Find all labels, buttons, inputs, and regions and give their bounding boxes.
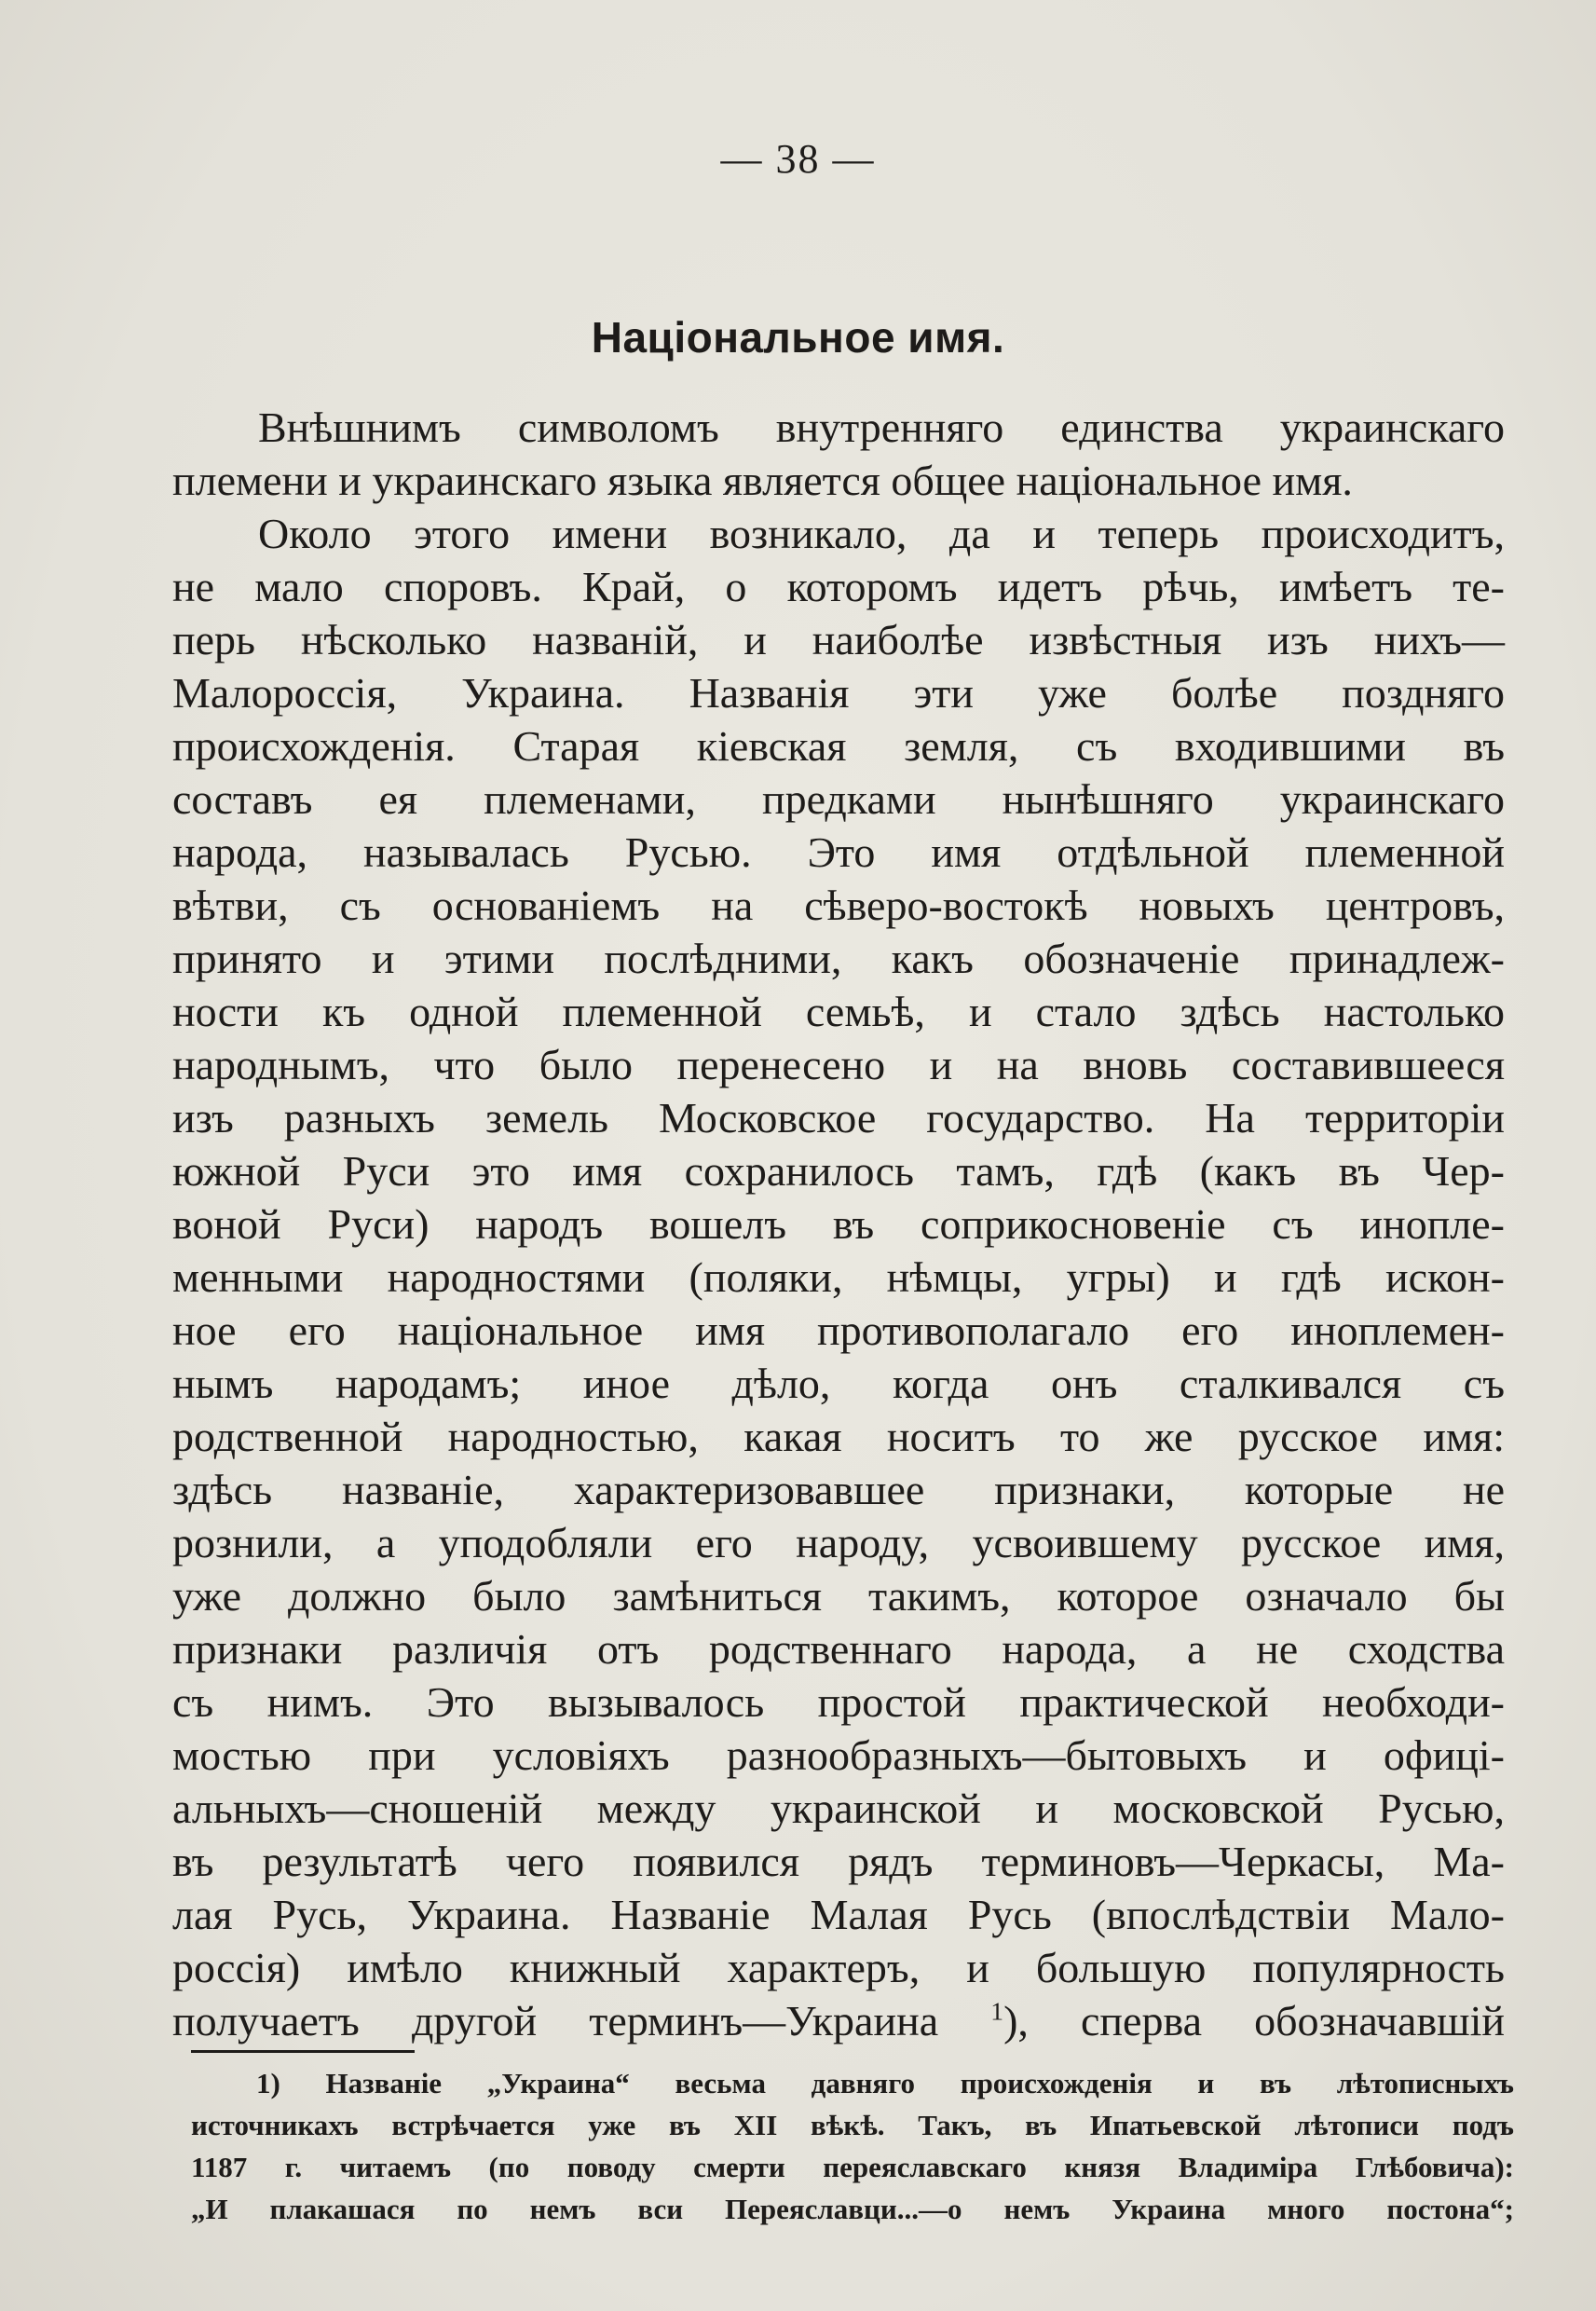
text-line — [172, 1994, 1505, 2047]
text-line: изъ разныхъ земель Московское государство. На территоріи — [172, 1094, 1505, 1142]
text-line: признаки различія отъ родственнаго народа, а не сходства — [172, 1625, 1505, 1673]
text-line: россія) имѣло книжный характеръ, и большую популярность — [172, 1944, 1505, 1991]
footnote-reference: 1 — [990, 1996, 1004, 2026]
page-number: — 38 — — [720, 136, 876, 182]
text-line: не мало споровъ. Край, о которомъ идетъ рѣчь, имѣетъ те- — [172, 563, 1505, 610]
text-line: воной Руси) народъ вошелъ въ соприкосновеніе съ инопле- — [172, 1200, 1505, 1248]
text-fragment: получаетъ другой терминъ—Украина — [172, 1997, 991, 2044]
text-line: Малороссія, Украина. Названія эти уже болѣе поздняго — [172, 669, 1505, 717]
footnote-line — [191, 2062, 1514, 2104]
text-line: съ нимъ. Это вызывалось простой практической необходи- — [172, 1678, 1505, 1726]
text-line: Внѣшнимъ символомъ внутренняго единства украинскаго — [258, 403, 1505, 451]
text-line: перь нѣсколько названій, и наиболѣе извѣстныя изъ нихъ— — [172, 616, 1505, 663]
footnote-line: 1187 г. читаемъ (по поводу смерти переяславскаго князя Владиміра Глѣбовича): — [191, 2151, 1514, 2183]
text-line: народнымъ, что было перенесено и на вновь составившееся — [172, 1041, 1505, 1088]
text-line: вѣтви, съ основаніемъ на сѣверо-востокѣ новыхъ центровъ, — [172, 882, 1505, 929]
text-line: нымъ народамъ; иное дѣло, когда онъ сталкивался съ — [172, 1360, 1505, 1407]
footnote-text: ) Названіе „Украина“ весьма давняго происхожденія и въ лѣтописныхъ — [270, 2067, 1514, 2099]
text-line: Около этого имени возникало, да и теперь происходитъ, — [258, 510, 1505, 557]
section-heading: Національное имя. — [591, 313, 1005, 362]
text-line: менными народностями (поляки, нѣмцы, угры) и гдѣ искон- — [172, 1253, 1505, 1301]
text-line: ное его національное имя противополагало его иноплемен- — [172, 1306, 1505, 1354]
text-line: мостью при условіяхъ разнообразныхъ—бытовыхъ и офиці- — [172, 1731, 1505, 1779]
main-text — [172, 401, 1505, 2047]
text-line: альныхъ—сношеній между украинской и московской Русью, — [172, 1785, 1505, 1832]
text-line: составъ ея племенами, предками нынѣшняго украинскаго — [172, 775, 1505, 823]
text-line: ности къ одной племенной семьѣ, и стало здѣсь настолько — [172, 988, 1505, 1035]
footnote — [191, 2062, 1514, 2230]
text-line: здѣсь названіе, характеризовавшее признаки, которые не — [172, 1466, 1505, 1513]
footnote-line: „И плакашася по немъ вси Переяславци...—о немъ Украина много постона“; — [191, 2193, 1514, 2225]
text-line: племени и украинскаго языка является общее національное имя. — [172, 457, 1353, 504]
text-line: уже должно было замѣниться такимъ, которое означало бы — [172, 1572, 1505, 1620]
text-line: въ результатѣ чего появился рядъ терминовъ—Черкасы, Ма- — [172, 1838, 1505, 1885]
text-line: южной Руси это имя сохранилось тамъ, гдѣ (какъ въ Чер- — [172, 1147, 1505, 1195]
text-line: народа, называлась Русью. Это имя отдѣльной племенной — [172, 828, 1505, 876]
footnote-marker: 1 — [256, 2067, 271, 2099]
text-line: рознили, а уподобляли его народу, усвоившему русское имя, — [172, 1519, 1505, 1566]
footnote-line: источникахъ встрѣчается уже въ XII вѣкѣ. Такъ, въ Ипатьевской лѣтописи подъ — [191, 2109, 1514, 2141]
text-line: лая Русь, Украина. Названіе Малая Русь (впослѣдствіи Мало- — [172, 1891, 1505, 1938]
text-line: родственной народностью, какая носитъ то же русское имя: — [172, 1413, 1505, 1460]
text-line: происхожденія. Старая кіевская земля, съ входившими въ — [172, 722, 1505, 770]
footnote-rule — [191, 2050, 415, 2053]
text-fragment: ), сперва обозначавшій — [1003, 1997, 1505, 2044]
text-line: принято и этими послѣдними, какъ обозначеніе принадлеж- — [172, 935, 1505, 982]
